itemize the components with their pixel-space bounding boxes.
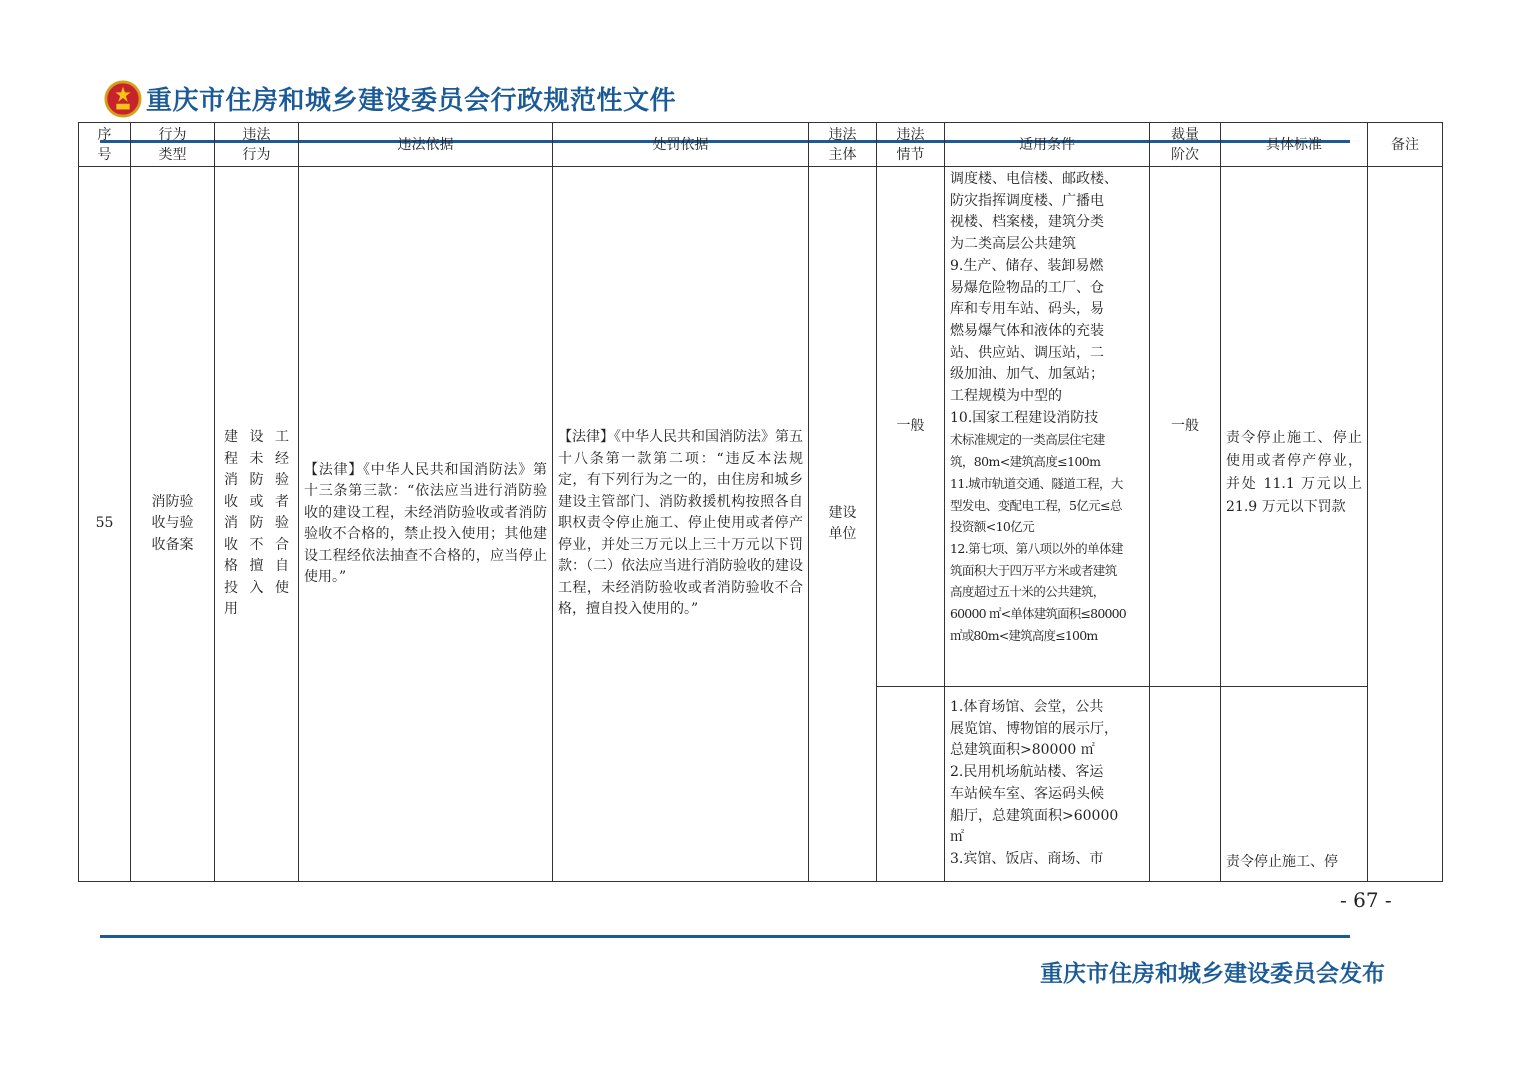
col-header-penalty-basis: 处罚依据 (553, 123, 809, 167)
cell-level: 一般 (1150, 167, 1221, 687)
page-number: - 67 - (1340, 888, 1392, 912)
col-header-conditions: 适用条件 (945, 123, 1150, 167)
national-emblem-icon (104, 80, 142, 118)
col-header-circumstance: 违法 情节 (877, 123, 945, 167)
col-header-level: 裁量 阶次 (1150, 123, 1221, 167)
col-header-seq: 序 号 (79, 123, 131, 167)
table-row (79, 167, 1443, 687)
document-header-title: 重庆市住房和城乡建设委员会行政规范性文件 (146, 86, 677, 116)
cell-subject: 建设 单位 (809, 167, 877, 882)
cell-circumstance-2 (877, 687, 945, 882)
col-header-type: 行为 类型 (131, 123, 215, 167)
col-header-remarks: 备注 (1368, 123, 1443, 167)
cell-circumstance: 一般 (877, 167, 945, 687)
cell-conditions-2: 1.体育场馆、会堂，公共 展览馆、博物馆的展示厅， 总建筑面积>80000 ㎡ 2.民用机场航站楼、客运 车站候车室、客运码头候 船厅，总建筑面积>60000 ㎡ 3.宾馆、饭店、商场、市 (945, 687, 1150, 882)
cell-standard-1: 责令停止施工、停止使用或者停产停业，并处 11.1 万元以上 21.9 万元以下罚款 (1221, 167, 1368, 687)
col-header-act: 违法 行为 (215, 123, 299, 167)
footer-publisher: 重庆市住房和城乡建设委员会发布 (1040, 961, 1385, 987)
col-header-standard: 具体标准 (1221, 123, 1368, 167)
col-header-subject: 违法 主体 (809, 123, 877, 167)
penalty-standard-table (78, 122, 1443, 882)
cell-violation-basis: 【法律】《中华人民共和国消防法》第十三条第三款：“依法应当进行消防验收的建设工程，未经消防验收或者消防验收不合格的，禁止投入使用；其他建设工程经依法抽查不合格的，应当停止使用。” (299, 167, 553, 882)
table-header-row (79, 123, 1443, 167)
cell-act: 建设工 程未经 消防验 收或者 消防验 收不合 格擅自 投入使 用 (215, 167, 299, 882)
cell-level-2 (1150, 687, 1221, 882)
cell-seq: 55 (79, 167, 131, 882)
footer-divider (100, 935, 1350, 938)
cell-type: 消防验 收与验 收备案 (131, 167, 215, 882)
cell-standard-2: 责令停止施工、停 (1221, 687, 1368, 882)
col-header-violation-basis: 违法依据 (299, 123, 553, 167)
cell-penalty-basis: 【法律】《中华人民共和国消防法》第五十八条第一款第二项：“违反本法规定，有下列行为之一的，由住房和城乡建设主管部门、消防救援机构按照各自职权责令停止施工、停止使用或者停产停业，并处三万元以上三十万元以下罚款：（二）依法应当进行消防验收的建设工程，未经消防验收或者消防验收不合格，擅自投入使用的。” (553, 167, 809, 882)
cell-conditions-1: 调度楼、电信楼、邮政楼、 防灾指挥调度楼、广播电 视楼、档案楼，建筑分类 为二类高层公共建筑 9.生产、储存、装卸易燃 易爆危险物品的工厂、仓 库和专用车站、码头，易 燃易爆气体和液体的充装 站、供应站、调压站，二 级加油、加气、加氢站； 工程规模为中型的 10.国家工程建设消防技 术标准规定的一类高层住宅建 筑，80m<建筑高度≤100m 11.城市轨道交通、隧道工程，大 型发电、变配电工程，5亿元≤总 投资额<10亿元 12.第七项、第八项以外的单体建 筑面积大于四万平方米或者建筑 高度超过五十米的公共建筑， 60000 ㎡<单体建筑面积≤80000 ㎡或80m<建筑高度≤100m (945, 167, 1150, 687)
cell-remarks (1368, 167, 1443, 882)
